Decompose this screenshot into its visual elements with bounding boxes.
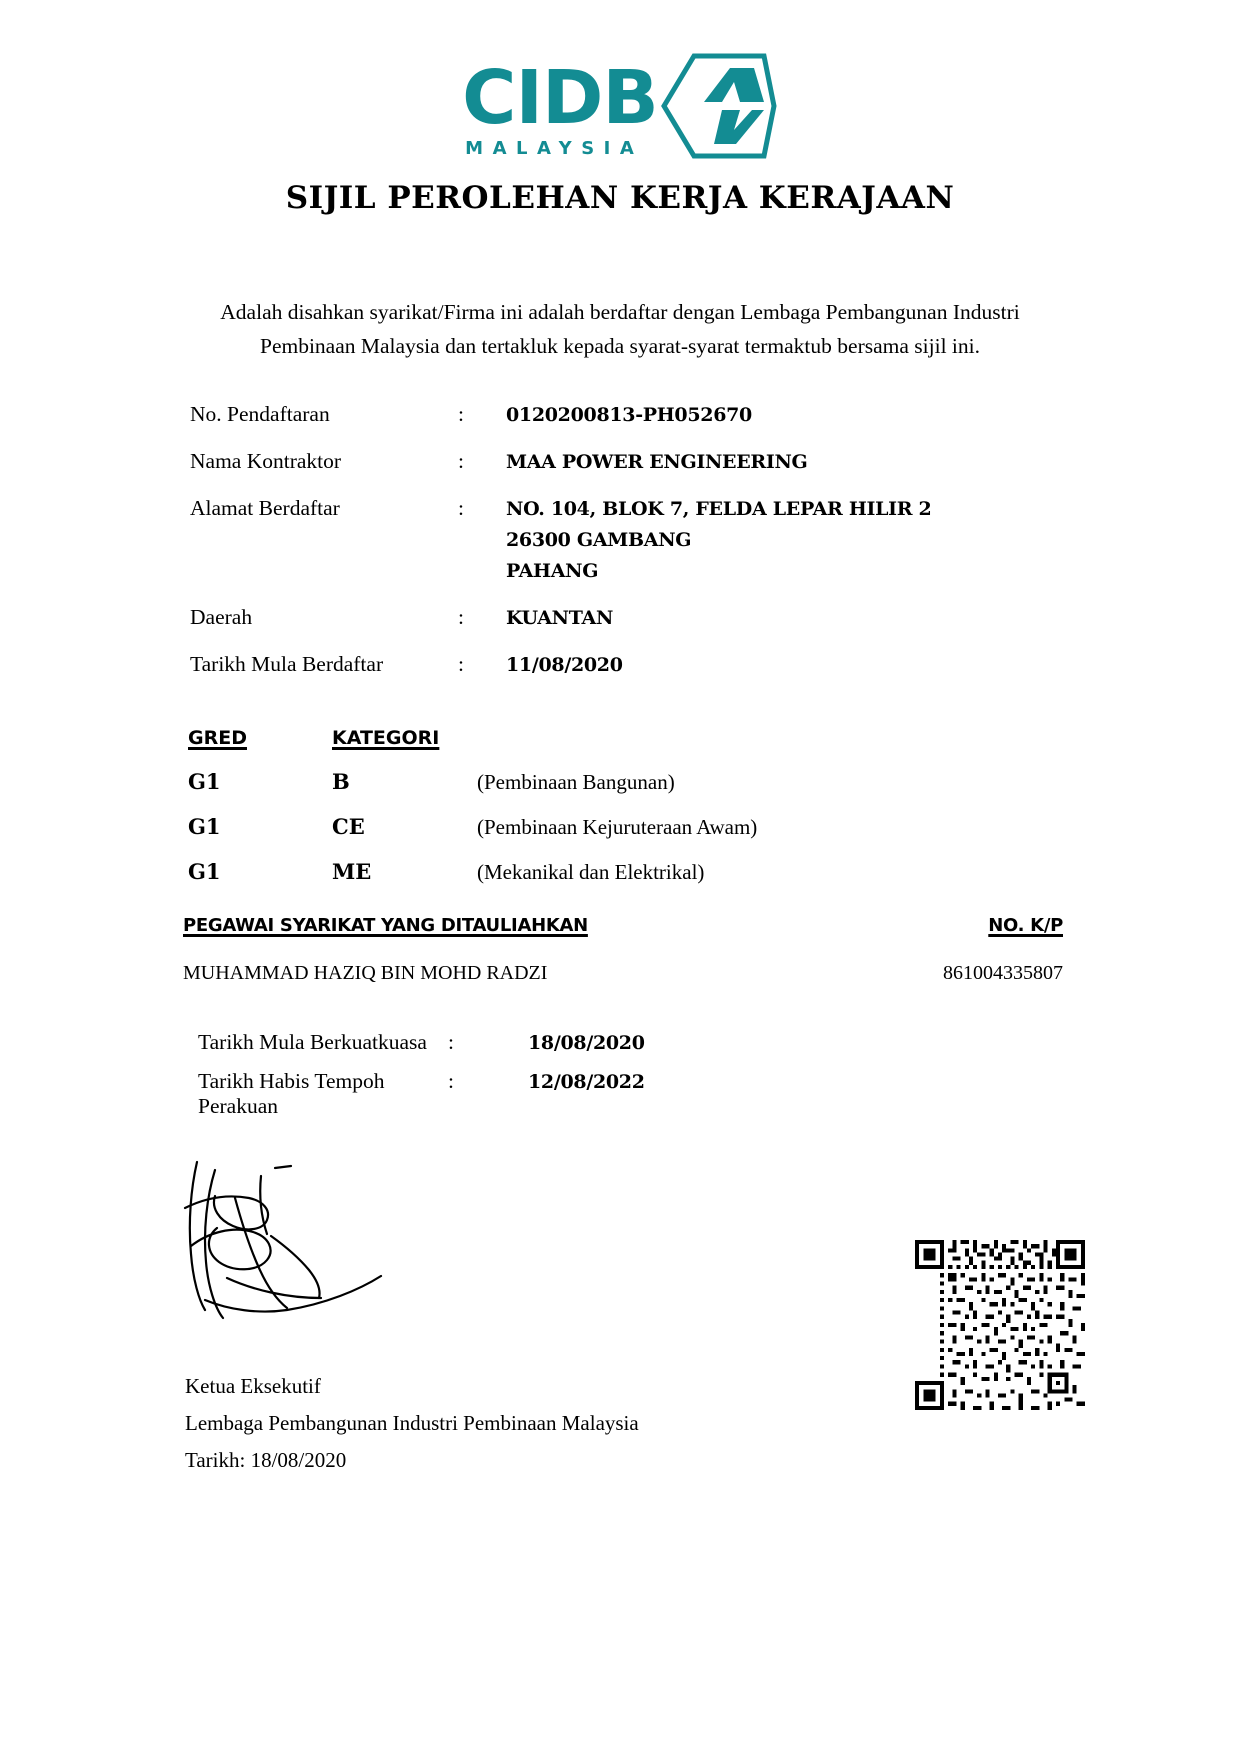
detail-label: Tarikh Mula Berdaftar <box>190 652 384 676</box>
cell-description: (Pembinaan Kejuruteraan Awam) <box>477 815 758 839</box>
cell-gred: G1 <box>188 814 221 839</box>
validity-dates <box>198 1030 898 1133</box>
detail-label: Daerah <box>190 605 253 629</box>
ic-header-label: NO. K/P <box>988 915 1063 936</box>
detail-row-registration-start-date <box>190 650 1050 681</box>
detail-value: MAA POWER ENGINEERING <box>506 451 808 473</box>
detail-value: 11/08/2020 <box>506 654 623 676</box>
detail-label: No. Pendaftaran <box>190 402 330 426</box>
detail-value: 0120200813-PH052670 <box>506 404 752 426</box>
detail-row-registration-number <box>190 400 1050 431</box>
grade-table-header <box>188 727 988 749</box>
validity-value: 12/08/2022 <box>528 1071 645 1093</box>
page-title: SIJIL PEROLEHAN KERJA KERAJAAN <box>285 180 955 216</box>
signatory-title: Ketua Eksekutif <box>185 1374 321 1398</box>
address-line-1: NO. 104, BLOK 7, FELDA LEPAR HILIR 2 <box>506 498 932 520</box>
validity-colon: : <box>448 1069 454 1093</box>
cidb-logo <box>0 52 1240 169</box>
cell-gred: G1 <box>188 769 221 794</box>
detail-label: Alamat Berdaftar <box>190 496 340 520</box>
grade-category-table <box>188 727 988 904</box>
detail-row-contractor-name <box>190 447 1050 478</box>
table-row <box>188 859 988 885</box>
intro-paragraph: Adalah disahkan syarikat/Firma ini adalah berdaftar dengan Lembaga Pembangunan Industri Pembinaan Malaysia dan tertakluk kepada syarat-syarat termaktub bersama sijil ini. <box>220 300 1020 358</box>
chief-executive-signature-icon <box>175 1150 435 1350</box>
validity-row-expiry <box>198 1069 898 1119</box>
logo-wordmark: CIDB <box>462 55 658 142</box>
table-row <box>188 814 988 840</box>
officer-header-label: PEGAWAI SYARIKAT YANG DITAULIAHKAN <box>183 915 588 936</box>
validity-row-start <box>198 1030 898 1055</box>
logo-subtitle: MALAYSIA <box>465 137 644 159</box>
validity-colon: : <box>448 1030 454 1054</box>
detail-row-address <box>190 494 1050 587</box>
detail-row-district <box>190 603 1050 634</box>
address-line-3: PAHANG <box>506 560 599 582</box>
detail-colon: : <box>458 496 464 520</box>
detail-colon: : <box>458 605 464 629</box>
authorised-officer-row <box>183 962 1063 985</box>
validity-label: Tarikh Habis Tempoh Perakuan <box>198 1069 385 1118</box>
column-header-kategori: KATEGORI <box>332 727 440 749</box>
authorised-officer-header <box>183 915 1063 936</box>
cell-kategori: ME <box>332 859 372 884</box>
detail-value: KUANTAN <box>506 607 614 629</box>
signatory-organisation: Lembaga Pembangunan Industri Pembinaan Malaysia <box>185 1411 639 1435</box>
registration-details <box>190 400 1050 697</box>
qr-code <box>915 1240 1085 1410</box>
validity-label: Tarikh Mula Berkuatkuasa <box>198 1030 427 1054</box>
validity-value: 18/08/2020 <box>528 1032 645 1054</box>
detail-colon: : <box>458 449 464 473</box>
detail-colon: : <box>458 402 464 426</box>
detail-colon: : <box>458 652 464 676</box>
cell-kategori: CE <box>332 814 365 839</box>
cidb-hexagon-mark-icon <box>660 52 778 165</box>
signature-date: Tarikh: 18/08/2020 <box>185 1448 347 1472</box>
detail-value-address <box>506 494 1050 587</box>
address-line-2: 26300 GAMBANG <box>506 529 692 551</box>
cell-gred: G1 <box>188 859 221 884</box>
cell-description: (Mekanikal dan Elektrikal) <box>477 860 705 884</box>
detail-label: Nama Kontraktor <box>190 449 342 473</box>
column-header-gred: GRED <box>188 727 247 749</box>
cell-kategori: B <box>332 769 350 794</box>
officer-name: MUHAMMAD HAZIQ BIN MOHD RADZI <box>183 962 548 984</box>
signature-footer <box>185 1368 805 1479</box>
cell-description: (Pembinaan Bangunan) <box>477 770 675 794</box>
officer-ic-number: 861004335807 <box>943 962 1063 984</box>
table-row <box>188 769 988 795</box>
